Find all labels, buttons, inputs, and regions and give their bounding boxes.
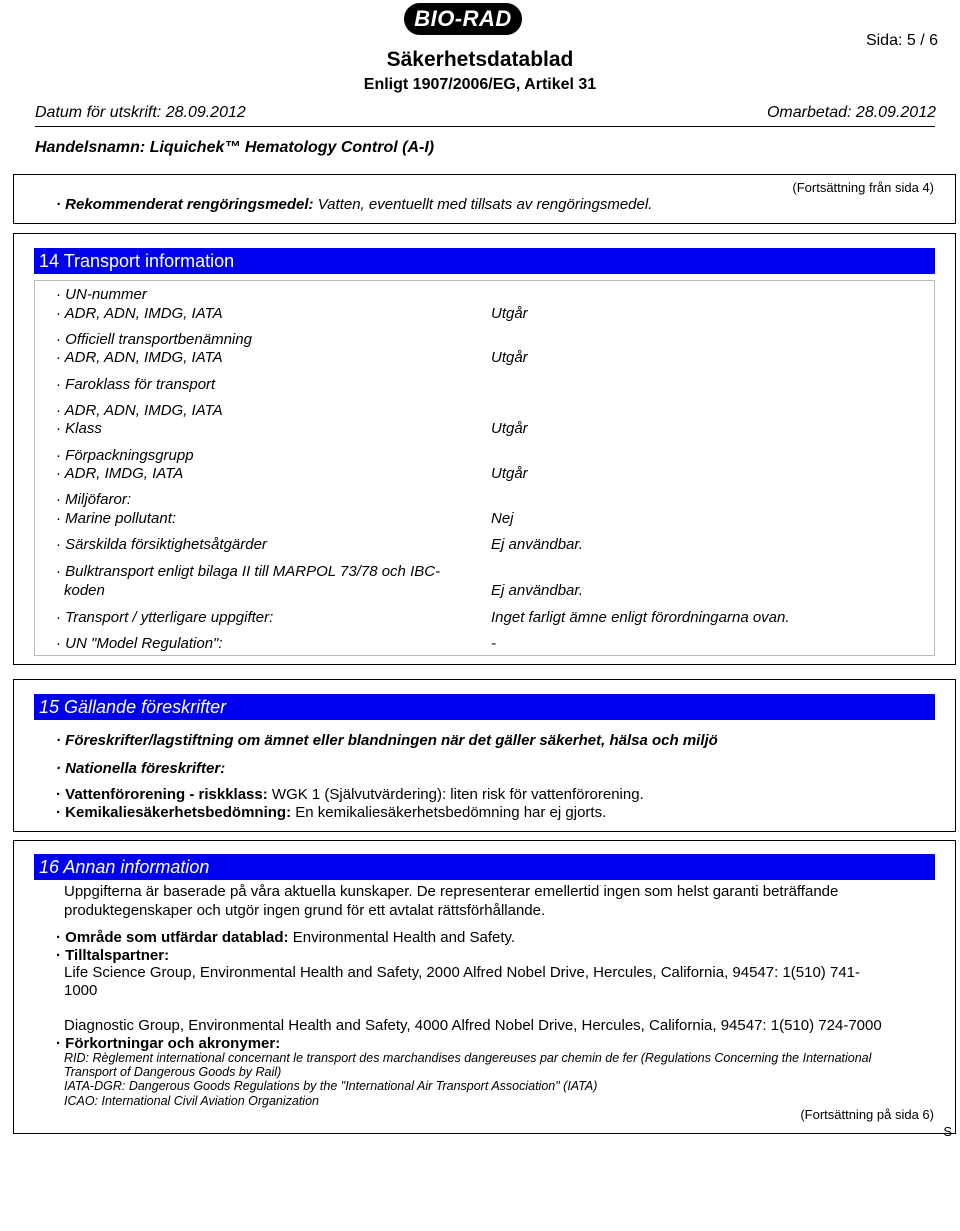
revised-date: Omarbetad: 28.09.2012 <box>766 104 936 121</box>
contact1-line2: 1000 <box>64 982 98 999</box>
packing-group-value: Utgår <box>491 465 528 482</box>
abbrev-rid-line1: RID: Règlement international concernant le transport des marchandises dangereuses par chemin de fer (Regulations Concerning the International <box>64 1051 872 1065</box>
chem-assessment-label: · Kemikaliesäkerhetsbedömning: <box>56 804 292 821</box>
bio-rad-logo <box>404 3 522 35</box>
logo-text: BIO-RAD <box>414 6 512 31</box>
intro-line1: Uppgifterna är baserade på våra aktuella kunskaper. De representerar emellertid ingen som helst garanti beträffande <box>64 883 839 900</box>
section-16-title: 16 Annan information <box>34 854 935 880</box>
document-subtitle: Enligt 1907/2006/EG, Artikel 31 <box>363 76 597 93</box>
cleaning-agent-row <box>56 196 652 213</box>
abbrev-iata: IATA-DGR: Dangerous Goods Regulations by the "International Air Transport Association" (IATA) <box>64 1079 598 1093</box>
abbrev-icao: ICAO: International Civil Aviation Organization <box>64 1094 319 1108</box>
trade-name: Handelsnamn: Liquichek™ Hematology Control (A-I) <box>35 139 435 156</box>
un-number-value: Utgår <box>491 305 528 322</box>
issuer-row <box>56 929 515 946</box>
bulk-label-line2: koden <box>64 582 105 599</box>
chem-assessment-value: En kemikaliesäkerhetsbedömning har ej gjorts. <box>295 804 607 821</box>
abbrev-label: · Förkortningar och akronymer: <box>56 1035 281 1052</box>
un-number-label: · UN-nummer <box>56 286 147 303</box>
issuer-value: Environmental Health and Safety. <box>292 929 516 946</box>
precautions-label: · Särskilda försiktighetsåtgärder <box>56 536 267 553</box>
bulk-label-line1: · Bulktransport enligt bilaga II till MARPOL 73/78 och IBC- <box>56 563 441 580</box>
intro-line2: produktegenskaper och utgör ingen grund för ett avtalat rättsförhållande. <box>64 902 546 919</box>
hazard-class-sub: · ADR, ADN, IMDG, IATA <box>56 402 223 419</box>
marine-pollutant-label: · Marine pollutant: <box>56 510 177 527</box>
cleaning-agent-label: · Rekommenderat rengöringsmedel: <box>56 196 314 213</box>
issuer-label: · Område som utfärdar datablad: <box>56 929 289 946</box>
document-title: Säkerhetsdatablad <box>386 48 574 71</box>
un-number-sub: · ADR, ADN, IMDG, IATA <box>56 305 223 322</box>
un-model-value: - <box>491 635 496 652</box>
water-hazard-value: WGK 1 (Självutvärdering): liten risk för vattenförorening. <box>271 786 644 803</box>
official-name-sub: · ADR, ADN, IMDG, IATA <box>56 349 223 366</box>
cleaning-agent-value: Vatten, eventuellt med tillsats av rengöringsmedel. <box>317 196 653 213</box>
official-name-label: · Officiell transportbenämning <box>56 331 252 348</box>
contact1-line1: Life Science Group, Environmental Health and Safety, 2000 Alfred Nobel Drive, Hercules, California, 94547: 1(510) 741- <box>64 964 860 981</box>
abbrev-rid-line2: Transport of Dangerous Goods by Rail) <box>64 1065 282 1079</box>
environment-label: · Miljöfaror: <box>56 491 132 508</box>
transport-extra-label: · Transport / ytterligare uppgifter: <box>56 609 274 626</box>
class-label: · Klass <box>56 420 102 437</box>
header-divider <box>35 126 935 127</box>
transport-extra-value: Inget farligt ämne enligt förordningarna ovan. <box>491 609 790 626</box>
water-hazard-row <box>56 786 644 803</box>
precautions-value: Ej användbar. <box>491 536 584 553</box>
print-date: Datum för utskrift: 28.09.2012 <box>35 104 246 121</box>
chem-assessment-row <box>56 804 606 821</box>
section-14-title: 14 Transport information <box>34 248 935 274</box>
section-15-title: 15 Gällande föreskrifter <box>34 694 935 720</box>
page-number: Sida: 5 / 6 <box>865 32 938 49</box>
corner-mark: S <box>943 1124 952 1139</box>
bulk-value: Ej användbar. <box>491 582 584 599</box>
official-name-value: Utgår <box>491 349 528 366</box>
contact-label: · Tilltalspartner: <box>56 947 170 964</box>
packing-group-label: · Förpackningsgrupp <box>56 447 194 464</box>
continued-to: (Fortsättning på sida 6) <box>800 1107 934 1122</box>
hazard-class-label: · Faroklass för transport <box>56 376 216 393</box>
continued-from: (Fortsättning från sida 4) <box>792 180 934 195</box>
regulations-label: · Föreskrifter/lagstiftning om ämnet eller blandningen när det gäller säkerhet, hälsa och miljö <box>56 732 718 749</box>
marine-pollutant-value: Nej <box>491 510 514 527</box>
packing-group-sub: · ADR, IMDG, IATA <box>56 465 184 482</box>
water-hazard-label: · Vattenförorening - riskklass: <box>56 786 268 803</box>
class-value: Utgår <box>491 420 528 437</box>
contact2: Diagnostic Group, Environmental Health and Safety, 4000 Alfred Nobel Drive, Hercules, California, 94547: 1(510) 724-7000 <box>64 1017 882 1034</box>
national-regulations-label: · Nationella föreskrifter: <box>56 760 226 777</box>
un-model-label: · UN "Model Regulation": <box>56 635 223 652</box>
